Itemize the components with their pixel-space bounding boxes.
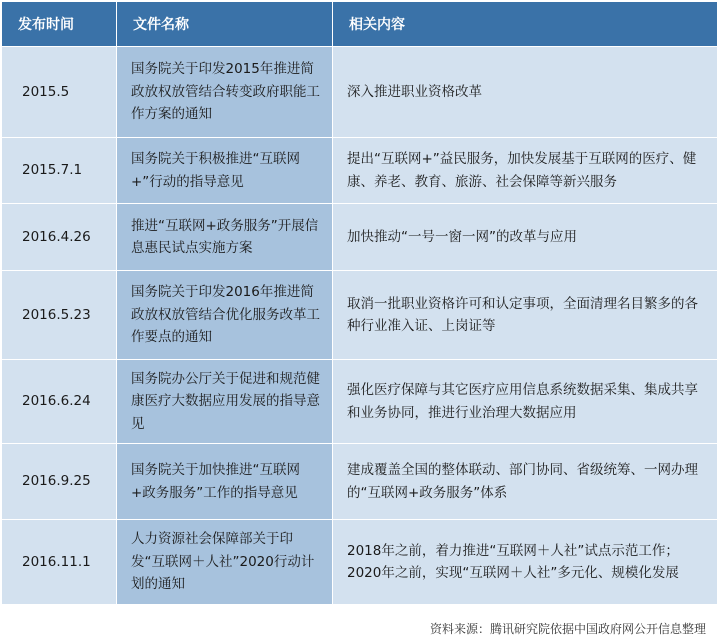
table-row bbox=[2, 360, 718, 444]
cell-name: 推进“互联网+政务服务”开展信息惠民试点实施方案 bbox=[117, 204, 333, 271]
cell-content: 取消一批职业资格许可和认定事项，全面清理名目繁多的各种行业准入证、上岗证等 bbox=[333, 271, 718, 360]
table-row bbox=[2, 444, 718, 520]
cell-name: 国务院关于积极推进“互联网+”行动的指导意见 bbox=[117, 138, 333, 204]
table-body bbox=[2, 47, 718, 605]
table-header-row bbox=[2, 2, 718, 47]
cell-date: 2016.6.24 bbox=[2, 360, 117, 444]
header-name: 文件名称 bbox=[117, 2, 333, 47]
cell-date: 2015.5 bbox=[2, 47, 117, 138]
table-row bbox=[2, 204, 718, 271]
cell-name: 国务院关于印发2016年推进简政放权放管结合优化服务改革工作要点的通知 bbox=[117, 271, 333, 360]
cell-date: 2016.5.23 bbox=[2, 271, 117, 360]
policy-table bbox=[1, 1, 718, 605]
cell-content: 建成覆盖全国的整体联动、部门协同、省级统筹、一网办理的“互联网+政务服务”体系 bbox=[333, 444, 718, 520]
cell-name: 国务院关于印发2015年推进简政放权放管结合转变政府职能工作方案的通知 bbox=[117, 47, 333, 138]
cell-date: 2016.4.26 bbox=[2, 204, 117, 271]
table-row bbox=[2, 271, 718, 360]
header-date: 发布时间 bbox=[2, 2, 117, 47]
header-content: 相关内容 bbox=[333, 2, 718, 47]
cell-content: 2018年之前，着力推进“互联网＋人社”试点示范工作；2020年之前，实现“互联网＋人社”多元化、规模化发展 bbox=[333, 520, 718, 605]
table-row bbox=[2, 47, 718, 138]
cell-name: 国务院关于加快推进“互联网+政务服务”工作的指导意见 bbox=[117, 444, 333, 520]
cell-content: 深入推进职业资格改革 bbox=[333, 47, 718, 138]
cell-content: 加快推动“一号一窗一网”的改革与应用 bbox=[333, 204, 718, 271]
cell-content: 提出“互联网+”益民服务，加快发展基于互联网的医疗、健康、养老、教育、旅游、社会保障等新兴服务 bbox=[333, 138, 718, 204]
source-note: 资料来源：腾讯研究院依据中国政府网公开信息整理 bbox=[429, 622, 706, 636]
cell-date: 2015.7.1 bbox=[2, 138, 117, 204]
table-row bbox=[2, 138, 718, 204]
cell-date: 2016.11.1 bbox=[2, 520, 117, 605]
cell-date: 2016.9.25 bbox=[2, 444, 117, 520]
cell-name: 人力资源社会保障部关于印发“互联网＋人社”2020行动计划的通知 bbox=[117, 520, 333, 605]
table-row bbox=[2, 520, 718, 605]
cell-name: 国务院办公厅关于促进和规范健康医疗大数据应用发展的指导意见 bbox=[117, 360, 333, 444]
cell-content: 强化医疗保障与其它医疗应用信息系统数据采集、集成共享和业务协同，推进行业治理大数据应用 bbox=[333, 360, 718, 444]
